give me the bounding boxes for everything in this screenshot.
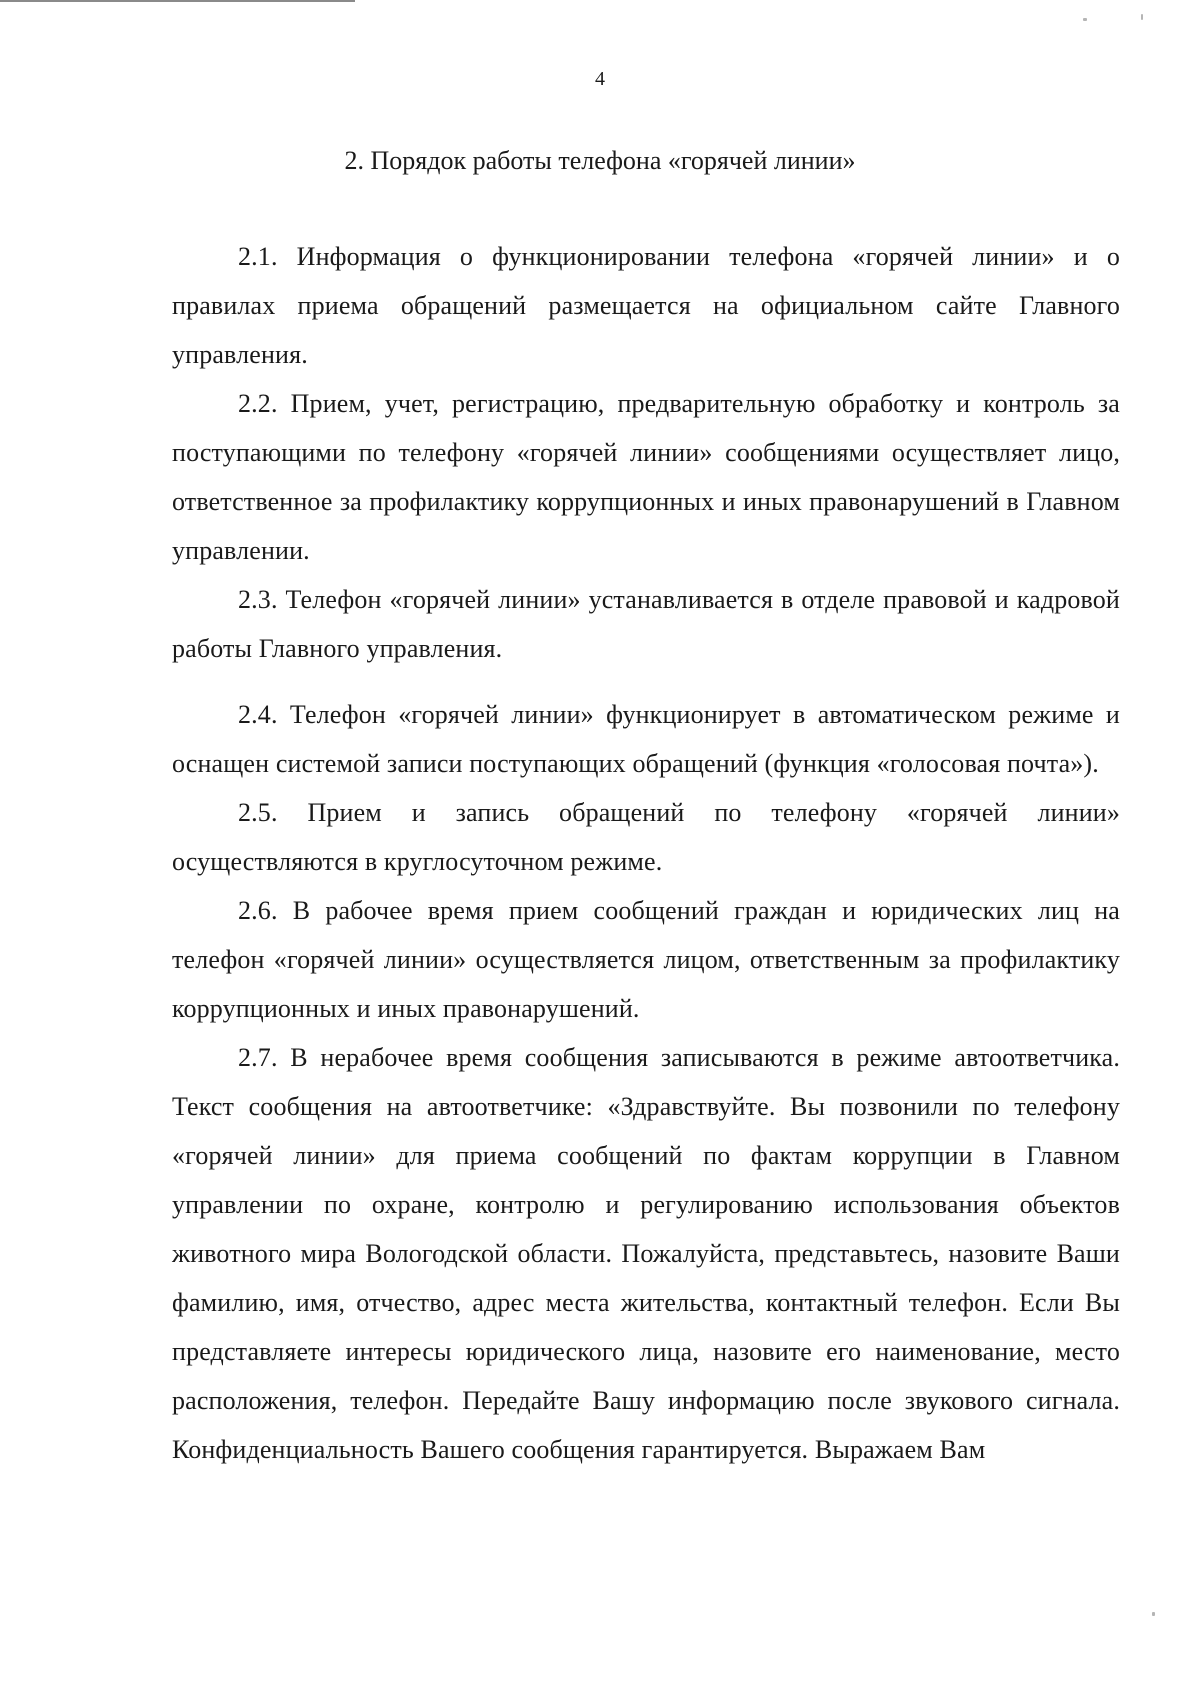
scan-speck xyxy=(1152,1612,1155,1616)
paragraph-2-2: 2.2. Прием, учет, регистрацию, предварительную обработку и контроль за поступающими по телефону «горячей линии» сообщениями осуществляет лицо, ответственное за профилактику коррупционных и иных правонарушений в Главном управлении. xyxy=(172,389,1120,565)
paragraph-2-1: 2.1. Информация о функционировании телефона «горячей линии» и о правилах приема обращений размещается на официальном сайте Главного управления. xyxy=(172,242,1120,369)
paragraph-2-7: 2.7. В нерабочее время сообщения записываются в режиме автоответчика. Текст сообщения на автоответчике: «Здравствуйте. Вы позвонили по телефону «горячей линии» для приема сообщений по фактам коррупции в Главном управлении по охране, контролю и регулированию использования объектов животного мира Вологодской области. Пожалуйста, представьтесь, назовите Ваши фамилию, имя, отчество, адрес места жительства, контактный телефон. Если Вы представляете интересы юридического лица, назовите его наименование, место расположения, телефон. Передайте Вашу информацию после звукового сигнала. Конфиденциальность Вашего сообщения гарантируется. Выражаем Вам xyxy=(172,1043,1120,1464)
paragraph-2-3: 2.3. Телефон «горячей линии» устанавливается в отделе правовой и кадровой работы Главного управления. xyxy=(172,585,1120,663)
section-title: 2. Порядок работы телефона «горячей линии» xyxy=(344,146,856,175)
scan-artifact-line xyxy=(0,0,355,2)
document-body xyxy=(172,232,1120,1474)
page-number: 4 xyxy=(595,68,605,90)
scan-speck xyxy=(1141,14,1143,20)
paragraph-2-5: 2.5. Прием и запись обращений по телефону «горячей линии» осуществляются в круглосуточном режиме. xyxy=(172,798,1120,876)
paragraph-2-6: 2.6. В рабочее время прием сообщений граждан и юридических лиц на телефон «горячей линии» осуществляется лицом, ответственным за профилактику коррупционных и иных правонарушений. xyxy=(172,896,1120,1023)
scan-speck xyxy=(1083,18,1087,21)
paragraph-2-4: 2.4. Телефон «горячей линии» функционирует в автоматическом режиме и оснащен системой записи поступающих обращений (функция «голосовая почта»). xyxy=(172,700,1120,778)
